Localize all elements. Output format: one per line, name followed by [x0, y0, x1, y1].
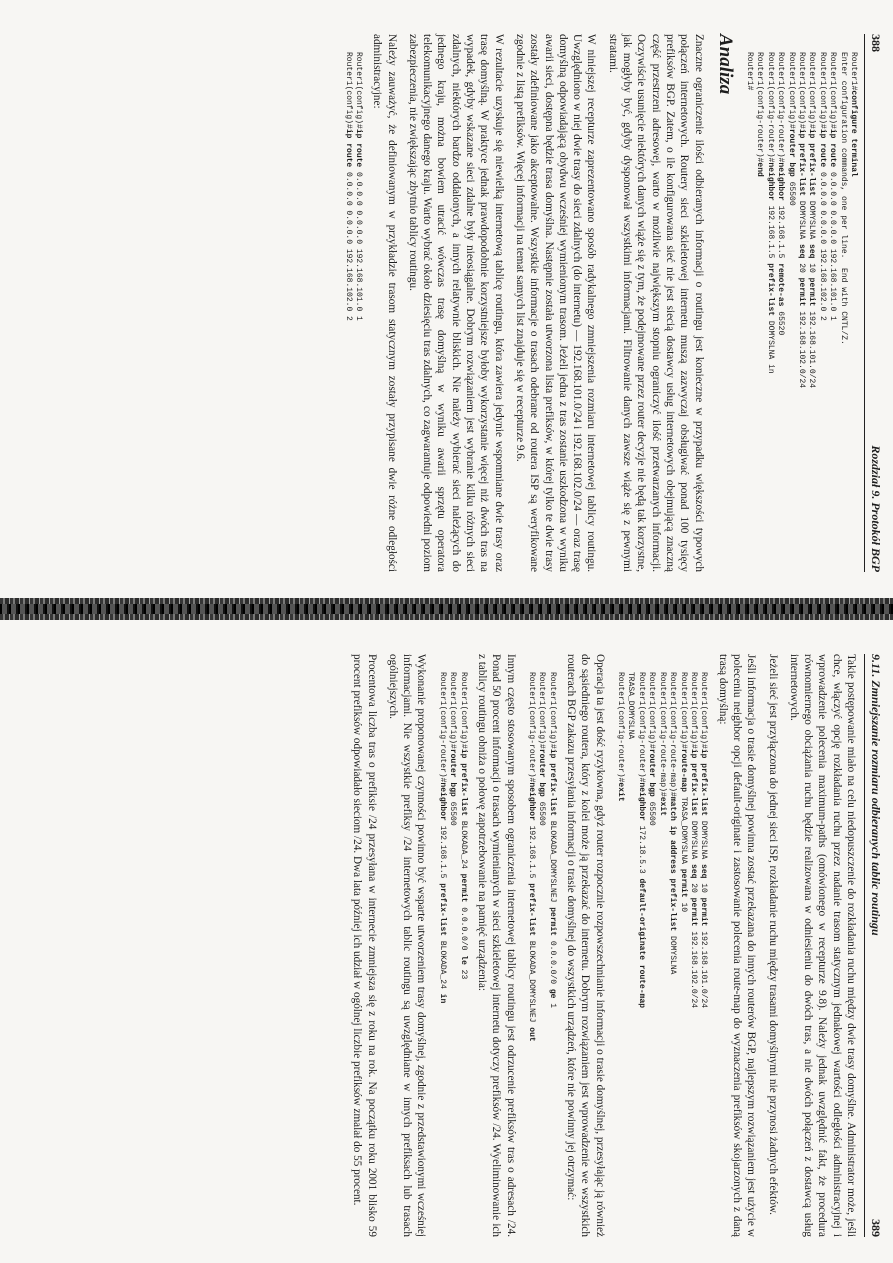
code-text: BLOKADA_DOMYSLNEJ	[547, 816, 557, 908]
code-text: 65500	[448, 796, 458, 826]
code-line	[796, 52, 806, 572]
code-line	[526, 672, 536, 1237]
code-keyword: ip route	[828, 128, 838, 168]
paragraph: Jeśli informacja o trasie domyślnej powinna zostać przekazana do innych routerów BGP, najlepszym rozwiązaniem jest użycie w poleceniu neighbor opcji default-originate i zastosowanie polecenia route-map do wyznaczenia prefiksów skojarzonych z daną trasą domyślną:	[716, 654, 758, 1237]
code-text: TRASA_DOMYSLNA	[626, 672, 636, 740]
paragraph: Należy zauważyć, że definiowanym w przykładzie trasom statycznym zostały przypisane dwie różne odległości administracyjne:	[371, 34, 398, 572]
code-keyword: ip route	[343, 128, 353, 168]
code-keyword: ip prefix-list	[458, 748, 468, 817]
code-keyword: neighbor	[636, 782, 646, 821]
code-keyword: out	[526, 1027, 536, 1042]
code-keyword: prefix-list	[526, 883, 536, 937]
section-heading: Analiza	[714, 34, 736, 95]
code-line	[342, 52, 352, 572]
code-text: 20	[796, 258, 806, 278]
code-keyword: in	[437, 993, 447, 1004]
code-listing	[526, 672, 557, 1237]
code-text: 192.168.101.0/24	[807, 306, 817, 389]
paragraph: Wykonanie proponowanej czynności powinno być wsparte utworzeniem trasy domyślnej, zgodnie z przedstawionymi wcześniej informacjami. Nie wszystkie prefiksy /24 internetowych tablic routingu są uwzględniane w innych prefiksach lub trasach ogólniejszych.	[386, 654, 428, 1237]
code-line	[353, 52, 363, 572]
paragraph: Jeżeli sieć jest przyłączona do jednej sieci ISP, rozkładanie ruchu między trasami domyślnymi nie przynosi żadnych efektów.	[766, 654, 779, 1215]
code-text: Router1(config-route-map)#	[657, 672, 667, 797]
code-text: Router1(config)#	[817, 52, 827, 129]
code-text: 10	[678, 897, 688, 913]
code-line	[806, 52, 816, 572]
code-line	[744, 52, 754, 572]
code-keyword: ip route	[354, 128, 363, 168]
code-keyword: prefix-list	[765, 263, 775, 317]
code-keyword: configure terminal	[849, 90, 858, 177]
code-keyword: neighbor	[776, 162, 786, 201]
code-text: Router1(config)#	[786, 52, 796, 129]
code-line	[764, 52, 774, 572]
code-keyword: ip prefix-list	[699, 748, 709, 817]
code-keyword: match ip address prefix-list	[668, 796, 678, 932]
code-line	[667, 672, 677, 1237]
code-line	[436, 672, 446, 1237]
code-keyword: router bgp	[786, 128, 796, 177]
code-keyword: router bgp	[537, 748, 547, 797]
code-text: Router1(config)#	[807, 52, 817, 129]
code-keyword: seq	[688, 864, 698, 879]
code-text: 192.168.102.0/24	[688, 926, 698, 1009]
code-keyword: permit	[547, 907, 557, 937]
page-header	[864, 654, 883, 1237]
code-line	[656, 672, 666, 1237]
code-line	[837, 52, 847, 572]
code-text: 65500	[647, 796, 657, 826]
code-line	[827, 52, 837, 572]
paragraph: W rezultacie uzyskuje się niewielką internetową tablicę routingu, która zawiera jedynie wspomniane dwie trasy oraz trasę domyślną. W praktyce jednak prawdopodobnie korzystniejsze byłoby wykorzystanie więcej niż dwóch tras na wypadek, gdyby wskazane sieci zdalne były nieosiągalne. Dobrym rozwiązaniem jest wybranie kilku różnych sieci zdalnych, niektórych bardzo oddalonych, a innych relatywnie bliskich. Nie należy wybierać sieci należących do jednego kraju, można bowiem utracić wówczas trasę domyślną w wyniku awarii sprzętu operatora telekomunikacyjnego danego kraju. Warto wybrać około dziesięciu tras zdalnych, co zagwarantuje odpowiedni poziom zabezpieczenia, nie zwiększając zbytnio tablicy routingu.	[406, 34, 505, 572]
code-keyword: permit	[699, 897, 709, 927]
running-title: Rozdział 9. Protokół BGP	[869, 445, 883, 572]
code-line	[546, 672, 556, 1237]
page-gutter-line	[0, 604, 893, 614]
code-text: BLOKADA_DOMYSLNEJ	[526, 936, 536, 1028]
code-keyword: ge	[547, 988, 557, 999]
code-text: 0.0.0.0 0.0.0.0 192.168.102.0 2	[343, 167, 353, 321]
code-text: 192.168.1.5	[526, 820, 536, 884]
code-text: 192.168.102.0/24	[796, 306, 806, 389]
code-text: 23	[458, 964, 468, 980]
code-listing	[615, 672, 709, 1237]
code-keyword: ip prefix-list	[796, 128, 806, 197]
code-text: Router1#	[744, 52, 754, 91]
code-keyword: exit	[616, 782, 626, 802]
code-text: Router1(config)#	[547, 672, 557, 749]
code-text: Router1(config-route-map)#	[668, 672, 678, 797]
code-text: Router1(config)#	[537, 672, 547, 749]
code-listing	[744, 52, 858, 572]
code-line	[816, 52, 826, 572]
code-line	[848, 52, 858, 572]
code-text: DOMYSLNA	[699, 816, 709, 865]
code-line	[625, 672, 635, 1237]
paragraph: Takie postępowanie miało na celu niedopuszczenie do rozkładania ruchu między dwie trasy domyślne. Administrator może, jeśli chce, włączyć opcję rozkładania ruchu przez nadanie trasom statycznym jednakowej wartości odległości administracyjnej i wprowadzenie polecenia maximum-paths (omówionego w recepturze 9.8). Należy jednak uwzględnić fakt, że procedura równomiernego obciążania ruchu będzie realizowana w odniesieniu do dwóch tras, a nie dwóch połączeń z dostawcą usług internetowych.	[787, 654, 857, 1237]
code-keyword: seq	[807, 244, 817, 259]
code-line	[688, 672, 698, 1237]
code-text: DOMYSLNA	[668, 931, 678, 975]
code-text: Router1(config-router)#	[776, 52, 786, 163]
paragraph: Innym często stosowanym sposobem ograniczenia internetowej tablicy routingu jest odrzucenie prefiksów tras o adresach /24. Ponad 50 procent informacji o trasach wymienianych w sieci szkieletowej internetu dotyczy prefiksów /24. Wyeliminowanie ich z tablicy routingu obniża o połowę zapotrzebowanie na pamięć urządzenia:	[475, 654, 517, 1237]
code-keyword: seq	[796, 244, 806, 259]
code-text: BLOKADA_24	[437, 936, 447, 994]
code-text: 65500	[537, 796, 547, 826]
code-text: 0.0.0.0/0	[547, 936, 557, 989]
paragraph: Znaczne ograniczenie ilości odbieranych informacji o routingu jest konieczne w przypadku większości typowych połączeń internetowych. Routery sieci szkieletowej internetu muszą zazwyczaj obsługiwać ponad 100 tysięcy prefiksów BGP. Zatem, o ile konfigurowana sieć nie jest siecią dostawcy usług internetowych obejmującą znaczną część przestrzeni adresowej, warto w możliwie największym stopniu ograniczyć ilość przetwarzanych informacji. Oczywiście usunięcie niektórych danych wiąże się z tym, że podejmowane przez router decyzje nie będą tak korzystne, jak mogłyby być, gdyby dysponował wszystkimi informacjami. Filtrowanie danych zawsze wiąże się z pewnymi stratami.	[606, 34, 705, 572]
code-text: 0.0.0.0 0.0.0.0 192.168.102.0 2	[817, 167, 827, 321]
code-keyword: route-map	[678, 748, 688, 793]
code-text: Router1(config)#	[699, 672, 709, 749]
code-keyword: neighbor	[765, 162, 775, 201]
code-keyword: seq	[699, 864, 709, 879]
code-text: Router1(config-router)#	[765, 52, 775, 163]
code-keyword: ip prefix-list	[547, 748, 557, 817]
book-page-389	[0, 620, 893, 1263]
code-keyword: remote-as	[776, 263, 786, 307]
paragraph: Operacja ta jest dość ryzykowna, gdyż router rozpocznie rozpowszechnianie informacji o trasie domyślnej, przesyłając ją również do sąsiedniego routera, który z kolei może ją przekazać do internetu. Dobrym rozwiązaniem jest wprowadzenie we wszystkich routerach BGP zakazu przesyłania informacji o trasie domyślnej do wszystkich urządzeń, które nie powinny jej otrzymać:	[565, 654, 606, 1237]
code-text: Router1(config)#	[458, 672, 468, 749]
code-line	[447, 672, 457, 1237]
code-line	[754, 52, 764, 572]
paragraph: W niniejszej recepturze zaprezentowano sposób radykalnego zmniejszenia rozmiaru internetowej tablicy routingu. Uwzględniono w niej dwie trasy do sieci zdalnych (do internetu) — 192.168.101.0/24 i 192.168.102.0/24 — oraz trasę domyślną odpowiadającą obydwu wcześniej wymienionym trasom. Jeżeli jedna z tras zostanie uszkodzona w wyniku awarii sieci, dostępna będzie trasa domyślna. Następnie została utworzona lista prefiksów, w której tylko te dwie trasy zostały zdefiniowane jako akceptowalne. Wszystkie informacje o trasach odebrane od routera ISP są weryfikowane zgodnie z listą prefiksów. Więcej informacji na temat samych list znajduje się w recepturze 9.6.	[513, 34, 598, 572]
code-keyword: permit	[796, 277, 806, 307]
code-text: Router1(config)#	[828, 52, 838, 129]
code-text: Router1(config)#	[647, 672, 657, 749]
code-keyword: default-originate route-map	[636, 878, 646, 1009]
code-line	[785, 52, 795, 572]
code-text: 192.168.1.5	[437, 820, 447, 884]
code-text: BLOKADA_24	[458, 816, 468, 874]
code-text: 192.168.101.0/24	[699, 926, 709, 1009]
paragraph: Procentowa liczba tras o prefiksie /24 przesyłana w internecie zmniejsza się z roku na rok. Na początku roku 2001 blisko 59 procent prefiksów odpowiadało sieciom /24. Dwa lata później ich udział w ogólnej liczbie prefiksów zmalał do 55 procent.	[351, 654, 378, 1237]
book-page-388	[0, 0, 893, 598]
code-text: Router1(config-router)#	[526, 672, 536, 783]
code-line	[698, 672, 708, 1237]
code-text: Router1(config-router)#	[437, 672, 447, 783]
code-line	[646, 672, 656, 1237]
code-text: 0.0.0.0/0	[458, 902, 468, 956]
code-text: DOMYSLNA in	[765, 316, 775, 374]
code-text: 192.168.1.5	[765, 200, 775, 264]
code-line	[775, 52, 785, 572]
code-keyword: router bgp	[448, 748, 458, 797]
code-text: 172.18.5.3	[636, 820, 646, 879]
code-text: DOMYSLNA	[688, 816, 698, 865]
code-text: Router1(config-router)#	[755, 52, 765, 163]
code-text: Router1(config)#	[354, 52, 363, 129]
code-keyword: permit	[688, 897, 698, 927]
code-text: Router1(config)#	[678, 672, 688, 749]
code-text: 10	[699, 878, 709, 898]
code-text: Router1(config-router)#	[636, 672, 646, 783]
code-text: 10	[807, 258, 817, 278]
code-text: Enter configuration commands, one per line. End with CNTL/Z.	[838, 52, 848, 345]
code-keyword: ip prefix-list	[688, 748, 698, 817]
code-text: DOMYSLNA	[796, 196, 806, 245]
code-text: 0.0.0.0 0.0.0.0 192.168.101.0 1	[354, 167, 363, 321]
code-text: 1	[547, 998, 557, 1009]
code-text: DOMYSLNA	[807, 196, 817, 245]
code-keyword: le	[458, 955, 468, 965]
code-text: Router1(config-router)#	[616, 672, 626, 783]
code-listing	[436, 672, 467, 1237]
code-keyword: router bgp	[647, 748, 657, 797]
code-text: Router1(config)#	[688, 672, 698, 749]
code-listing	[342, 52, 363, 572]
code-keyword: prefix-list	[437, 883, 447, 937]
page-number: 388	[869, 34, 883, 52]
code-line	[677, 672, 687, 1237]
code-text: 0.0.0.0 0.0.0.0 192.168.101.0 1	[828, 167, 838, 321]
code-text: 65500	[786, 176, 796, 206]
code-line	[536, 672, 546, 1237]
code-keyword: exit	[657, 796, 667, 817]
code-text: TRASA_DOMYSLNA	[678, 792, 688, 869]
code-keyword: permit	[458, 873, 468, 903]
code-line	[635, 672, 645, 1237]
page-number: 389	[869, 1219, 883, 1237]
code-text: Router1(config)#	[448, 672, 458, 749]
code-text: Router1(config)#	[343, 52, 353, 129]
code-text: Router1#	[849, 52, 858, 91]
code-keyword: permit	[678, 868, 688, 898]
code-text: 192.168.1.5	[776, 200, 786, 264]
code-keyword: neighbor	[526, 782, 536, 821]
code-line	[457, 672, 467, 1237]
code-text: Router1(config)#	[796, 52, 806, 129]
code-text: 20	[688, 878, 698, 898]
code-keyword: ip prefix-list	[807, 128, 817, 197]
code-keyword: end	[755, 162, 765, 177]
code-keyword: ip route	[817, 128, 827, 168]
running-title: 9.11. Zmniejszanie rozmiaru odbieranych tablic routingu	[869, 654, 883, 936]
code-text: 65520	[776, 306, 786, 336]
code-line	[615, 672, 625, 1237]
page-header	[864, 34, 883, 572]
code-keyword: permit	[807, 277, 817, 307]
code-keyword: neighbor	[437, 782, 447, 821]
